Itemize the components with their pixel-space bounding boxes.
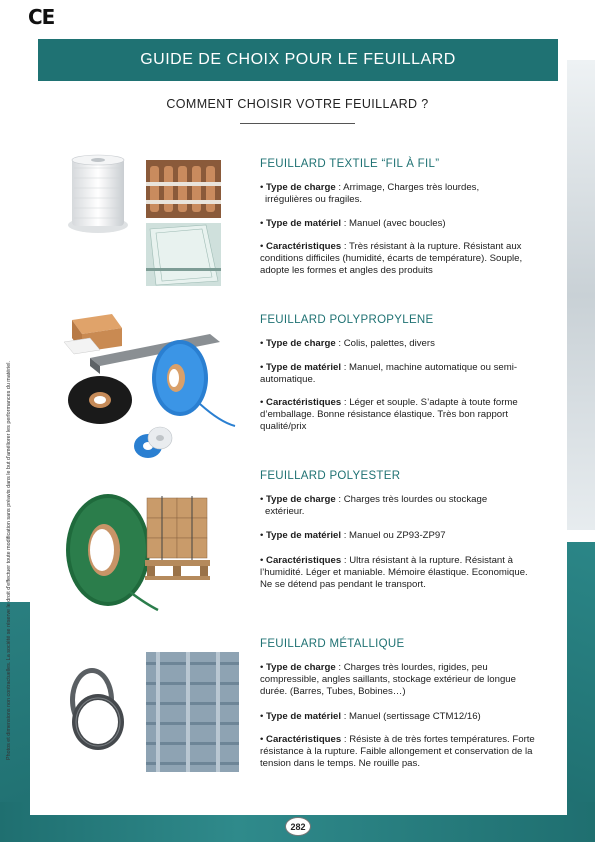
metallique-equipment-type: • Type de matériel : Manuel (sertissage CTM12/16) <box>260 711 481 722</box>
polypropylene-load-type: • Type de charge : Colis, palettes, divers <box>260 338 435 349</box>
textile-equipment-type: • Type de matériel : Manuel (avec boucles) <box>260 218 446 229</box>
metallique-load-type: • Type de charge : Charges très lourdes, rigides, peu compressible, angles saillants, stockage extérieur de longue durée. (Barres, Tubes, Bobines…) <box>260 662 516 698</box>
ce-mark-logo: CE <box>28 5 55 29</box>
page-subtitle: COMMENT CHOISIR VOTRE FEUILLARD ? <box>166 97 429 111</box>
bullet-label: Caractéristiques <box>266 397 342 408</box>
pallet-cartons-image <box>145 496 210 588</box>
bullet-label: Type de charge <box>266 494 336 505</box>
polypropylene-characteristics: • Caractéristiques : Léger et souple. S’adapte à toute forme d’emballage. Bonne résistance élastique. Très bon rapport qualité/prix <box>260 397 518 433</box>
bullet-label: Type de matériel <box>266 362 342 373</box>
header-bar <box>38 39 558 81</box>
bullet-label: Type de matériel <box>266 530 342 541</box>
bullet-label: Caractéristiques <box>266 555 342 566</box>
metal-strap-coil-image <box>58 660 130 759</box>
textile-strap-roll-image <box>58 150 136 242</box>
steel-racking-image <box>146 652 239 776</box>
background-teal-right <box>565 542 595 842</box>
bullet-label: Type de charge <box>266 182 336 193</box>
polypropylene-strap-image <box>60 312 240 466</box>
bullet-label: Type de matériel <box>266 218 342 229</box>
bullet-label: Caractéristiques <box>266 734 342 745</box>
polyester-characteristics: • Caractéristiques : Ultra résistant à la rupture. Résistant à l’humidité. Léger et maniable. Mémoire élastique. Economique. Ne se détend pas pendant le transport. <box>260 555 528 591</box>
bullet-label: Type de charge <box>266 338 336 349</box>
side-disclaimer <box>6 230 18 760</box>
section-title-polypropylene: FEUILLARD POLYPROPYLENE <box>260 314 434 326</box>
section-title-metallique: FEUILLARD MÉTALLIQUE <box>260 638 405 650</box>
glass-sheets-image <box>146 223 221 290</box>
section-title-polyester: FEUILLARD POLYESTER <box>260 470 401 482</box>
side-disclaimer-text: Photos et dimensions non contractuelles. La société se réserve le droit d'effectuer toute modification sans préavis dans le but d'améliorer les performances du matériel. <box>6 361 12 760</box>
bullet-label: Type de charge <box>266 662 336 673</box>
wooden-balusters-image <box>146 160 221 222</box>
subtitle-divider <box>240 123 355 124</box>
textile-load-type: • Type de charge : Arrimage, Charges très lourdes, irrégulières ou fragiles. <box>260 182 480 206</box>
bullet-label: Type de matériel <box>266 711 342 722</box>
page-title: GUIDE DE CHOIX POUR LE FEUILLARD <box>140 51 456 68</box>
polypropylene-equipment-type: • Type de matériel : Manuel, machine automatique ou semi-automatique. <box>260 362 518 386</box>
section-title-textile: FEUILLARD TEXTILE “FIL À FIL” <box>260 158 440 170</box>
page-number: 282 <box>285 817 311 836</box>
polyester-load-type: • Type de charge : Charges très lourdes ou stockage extérieur. <box>260 494 488 518</box>
polyester-equipment-type: • Type de matériel : Manuel ou ZP93-ZP97 <box>260 530 446 541</box>
bullet-label: Caractéristiques <box>266 241 342 252</box>
textile-characteristics: • Caractéristiques : Très résistant à la rupture. Résistant aux conditions difficiles (humidité, écarts de température). Souple, adopte les formes et angles des produits <box>260 241 523 277</box>
background-decoration-right <box>565 60 595 530</box>
metallique-characteristics: • Caractéristiques : Résiste à de très fortes températures. Forte résistance à la rupture. Faible allongement et conservation de la tension dans le temps. Ne rouille pas. <box>260 734 535 770</box>
